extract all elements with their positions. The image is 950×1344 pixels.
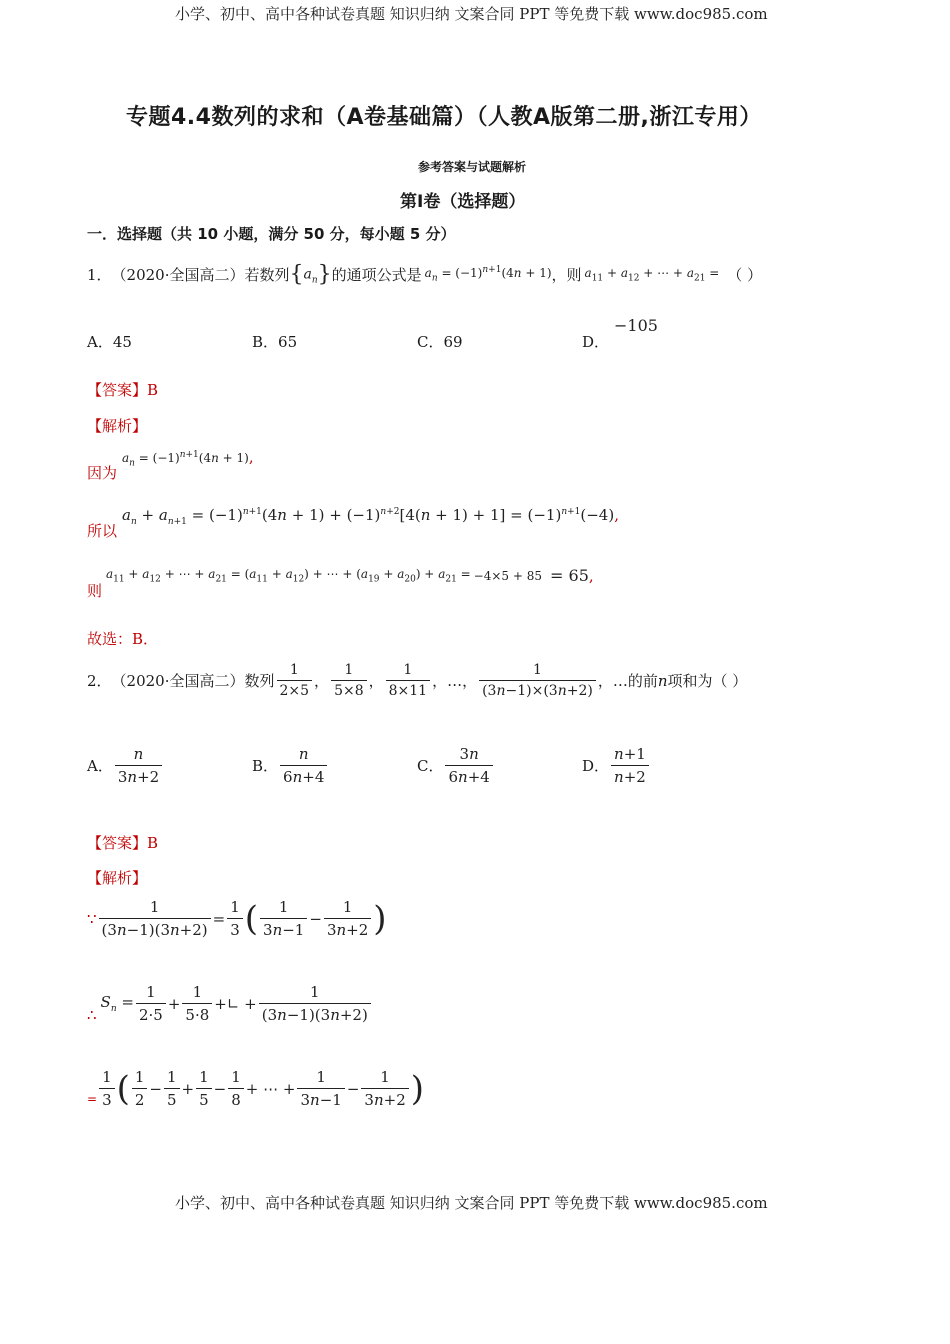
q1-conclusion: 故选：B． xyxy=(87,630,159,648)
subtitle: 参考答案与试题解析 xyxy=(418,160,527,174)
q2-tail2: 项和为（ ） xyxy=(667,672,748,690)
q2-number: 2． xyxy=(87,672,112,690)
q1-because-formula: $a_n = (-1)^{n+1}(4n + 1)$, xyxy=(122,448,254,469)
q1-answer: 【答案】B xyxy=(87,381,159,399)
q2-option-a: A． $\frac{n}{3n+2}$ xyxy=(87,745,164,786)
therefore-symbol: ∴ xyxy=(87,1005,97,1024)
q1-result: = 65 xyxy=(550,566,589,585)
q1-so-formula: $a_n + a_{n+1} = (-1)^{n+1}(4n + 1) + (-1)^{n+2}[4(n + 1) + 1] = (-1)^{n+1}(-4)$, xyxy=(122,506,619,527)
q1-calc: −4×5 + 85 xyxy=(473,568,543,583)
q1-option-b: B．65 xyxy=(252,333,298,351)
question-2: 2． （2020·全国高二）数列 $\frac{1}{2\times 5}$ ， $\frac{1}{5\times 8}$ ， $\frac{1}{8\times 11}$ ，…， $\frac{1}{(3n-1)\times(3n+2)}$ ，…的前 n 项和为（ ） xyxy=(87,662,748,699)
q1-sum: $a_{11} + a_{12}$ + ⋯ + $a_{21}$ = xyxy=(584,265,720,284)
page-footer: 小学、初中、高中各种试卷真题 知识归纳 文案合同 PPT 等免费下载 www.doc985.com xyxy=(175,1194,768,1212)
q2-option-c-frac: $\frac{3n}{6n+4}$ xyxy=(445,745,492,786)
q2-option-d-frac: $\frac{n+1}{n+2}$ xyxy=(611,745,649,786)
q2-step-3: = $\frac{1}{3}$ ( $\frac{1}{2}$ − $\frac{1}{5}$ + $\frac{1}{5}$ − $\frac{1}{8}$ + ⋯ + $\frac{1}{3n-1}$ − $\frac{1}{3n+2}$ ) xyxy=(87,1068,425,1109)
q1-bracket: （ ） xyxy=(727,266,763,284)
q1-so: 所以 xyxy=(87,522,118,540)
q1-source: （2020·全国高二）若数列 xyxy=(111,266,290,284)
q2-term-1: $\frac{1}{2\times 5}$ xyxy=(277,662,313,699)
q1-option-a: A．45 xyxy=(87,333,132,351)
q2-answer: 【答案】B xyxy=(87,834,159,852)
q1-then-label: 则 xyxy=(87,582,103,600)
q1-mid: 的通项公式是 xyxy=(331,266,422,284)
q1-option-d-value: −105 xyxy=(614,316,658,335)
q1-seq-an: $\{a_n\}$ xyxy=(289,262,332,287)
volume-heading: 第Ⅰ卷（选择题） xyxy=(400,192,526,212)
equals-symbol: = xyxy=(87,1091,98,1106)
q2-n: n xyxy=(657,671,668,690)
q1-then-formula: $a_{11} + a_{12}$ + ⋯ + $a_{21} = (a_{11} + a_{12})$ + ⋯ + $(a_{19} + a_{20}) + a_{21}$ = −4×5 + 85 = 65 , xyxy=(106,566,594,585)
q2-step-2: ∴ $S_n$ = $\frac{1}{2\cdot 5}$ + $\frac{1}{5\cdot 8}$ +∟ + $\frac{1}{(3n-1)(3n+2)}$ xyxy=(87,983,373,1024)
q2-option-c: C． $\frac{3n}{6n+4}$ xyxy=(417,745,495,786)
q1-number: 1． xyxy=(87,266,112,284)
q1-because: 因为 xyxy=(87,464,118,482)
q1-analysis-label: 【解析】 xyxy=(87,417,148,435)
q2-option-b-frac: $\frac{n}{6n+4}$ xyxy=(280,745,327,786)
question-1 xyxy=(87,262,762,287)
document-title: 专题4.4数列的求和（A卷基础篇）（人教A版第二册,浙江专用） xyxy=(126,105,762,130)
q2-source: （2020·全国高二）数列 xyxy=(111,672,275,690)
q1-then: ，则 xyxy=(551,266,582,284)
q2-term-3: $\frac{1}{8\times 11}$ xyxy=(386,662,430,699)
q2-term-2: $\frac{1}{5\times 8}$ xyxy=(331,662,367,699)
q2-term-general: $\frac{1}{(3n-1)\times(3n+2)}$ xyxy=(479,662,596,699)
q1-option-c: C．69 xyxy=(417,333,463,351)
q2-step-1: ∵ $\frac{1}{(3n-1)(3n+2)}$ = $\frac{1}{3}$ ( $\frac{1}{3n-1}$ − $\frac{1}{3n+2}$ ) xyxy=(87,898,387,939)
q2-option-a-frac: $\frac{n}{3n+2}$ xyxy=(115,745,162,786)
q1-formula: $a_n = (-1)^{n+1}(4n + 1)$ xyxy=(424,265,552,284)
q2-option-d: D． $\frac{n+1}{n+2}$ xyxy=(582,745,651,786)
q2-tail: ，…的前 xyxy=(597,672,658,690)
q1-option-d: D． xyxy=(582,333,610,351)
section-heading: 一．选择题（共 10 小题，满分 50 分，每小题 5 分） xyxy=(87,225,456,243)
q2-analysis-label: 【解析】 xyxy=(87,869,148,887)
page-header: 小学、初中、高中各种试卷真题 知识归纳 文案合同 PPT 等免费下载 www.doc985.com xyxy=(175,5,768,23)
q2-option-b: B． $\frac{n}{6n+4}$ xyxy=(252,745,329,786)
because-symbol: ∵ xyxy=(87,909,97,928)
